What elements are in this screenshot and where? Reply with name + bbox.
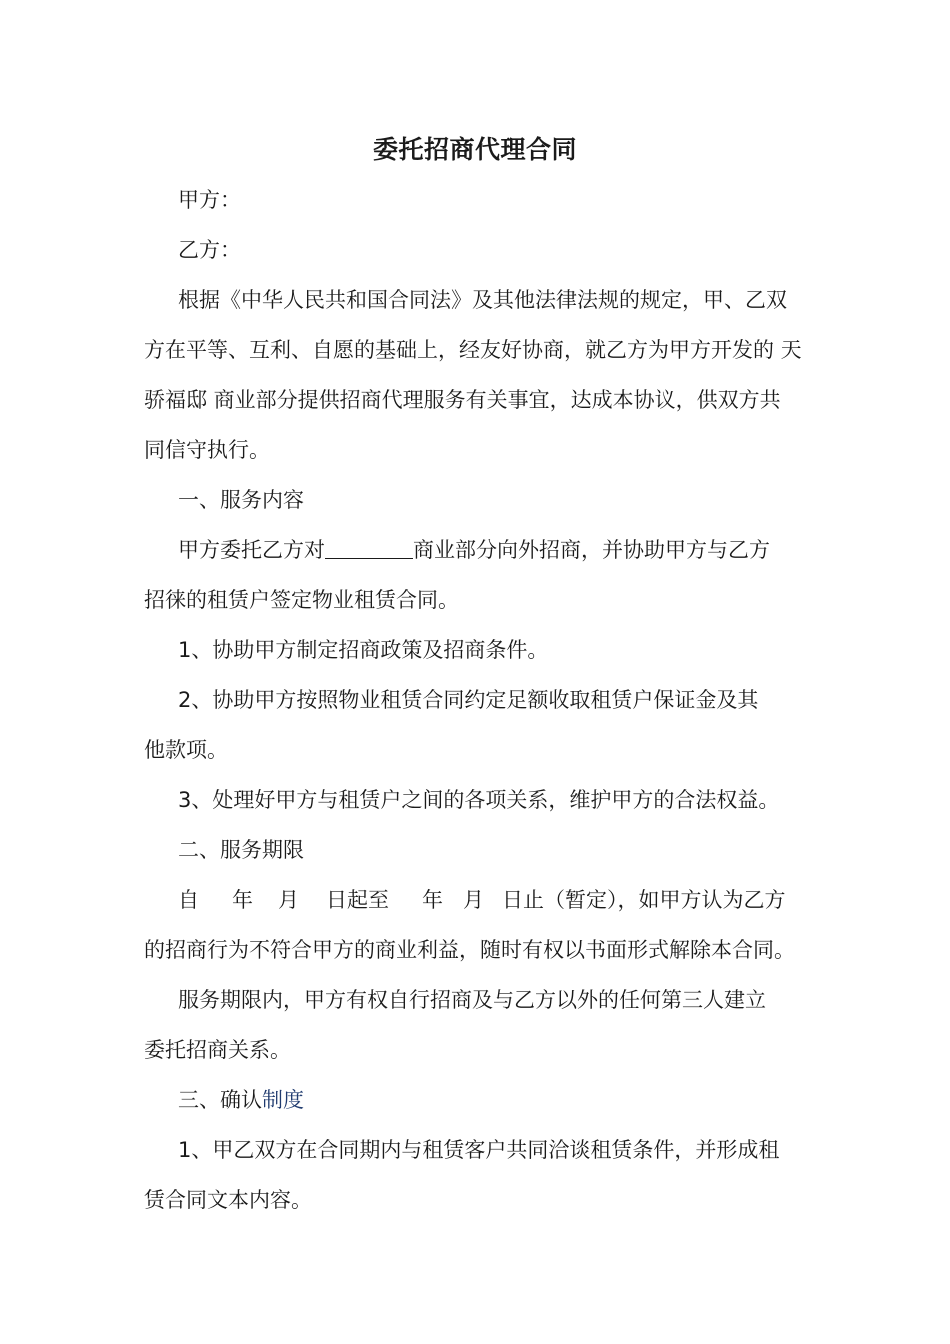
end-year-label: 年 [422,888,443,912]
section-3-item-1: 1、甲乙双方在合同期内与租赁客户共同洽谈租赁条件，并形成租 [178,1138,780,1162]
preamble-line-2: 方在平等、互利、自愿的基础上，经友好协商，就乙方为甲方开发的 天 [144,338,802,362]
section-3-item-1-cont: 赁合同文本内容。 [144,1188,312,1212]
section-1-intro [178,535,770,565]
end-month-label: 月 [463,888,484,912]
document-title: 委托招商代理合同 [372,135,577,164]
section-1-item-3: 3、处理好甲方与租赁户之间的各项关系，维护甲方的合法权益。 [178,788,780,812]
preamble-line-3: 骄福邸 商业部分提供招商代理服务有关事宜，达成本协议，供双方共 [144,388,781,412]
intro-before-blank: 甲方委托乙方对 [178,538,325,562]
start-year-label: 年 [232,888,253,912]
service-period-dates [178,885,786,915]
start-day-label: 日起至 [326,888,389,912]
party-b-label: 乙方： [178,238,241,262]
section-1-item-2: 2、协助甲方按照物业租赁合同约定足额收取租赁户保证金及其 [178,688,759,712]
intro-after-blank: 商业部分向外招商，并协助甲方与乙方 [413,538,770,562]
system-link[interactable]: 制度 [262,1088,304,1112]
service-period-para-2: 服务期限内，甲方有权自行招商及与乙方以外的任何第三人建立 [178,988,766,1012]
party-a-label: 甲方： [178,188,241,212]
section-1-heading: 一、服务内容 [178,488,304,512]
section-3-heading [178,1085,304,1115]
date-from: 自 [178,888,199,912]
section-1-intro-line-2: 招徕的租赁户签定物业租赁合同。 [144,588,459,612]
start-month-label: 月 [278,888,299,912]
service-period-para-2-cont: 委托招商关系。 [144,1038,291,1062]
service-period-line-2: 的招商行为不符合甲方的商业利益，随时有权以书面形式解除本合同。 [144,938,795,962]
section-3-heading-text: 三、确认 [178,1088,262,1112]
section-2-heading: 二、服务期限 [178,838,304,862]
preamble-line-4: 同信守执行。 [144,438,270,462]
preamble-line-1: 根据《中华人民共和国合同法》及其他法律法规的规定，甲、乙双 [178,288,787,312]
section-1-item-1: 1、协助甲方制定招商政策及招商条件。 [178,638,549,662]
end-day-label: 日止（暂定），如甲方认为乙方 [502,888,786,912]
section-1-item-2-cont: 他款项。 [144,738,228,762]
fill-in-blank [325,536,413,559]
